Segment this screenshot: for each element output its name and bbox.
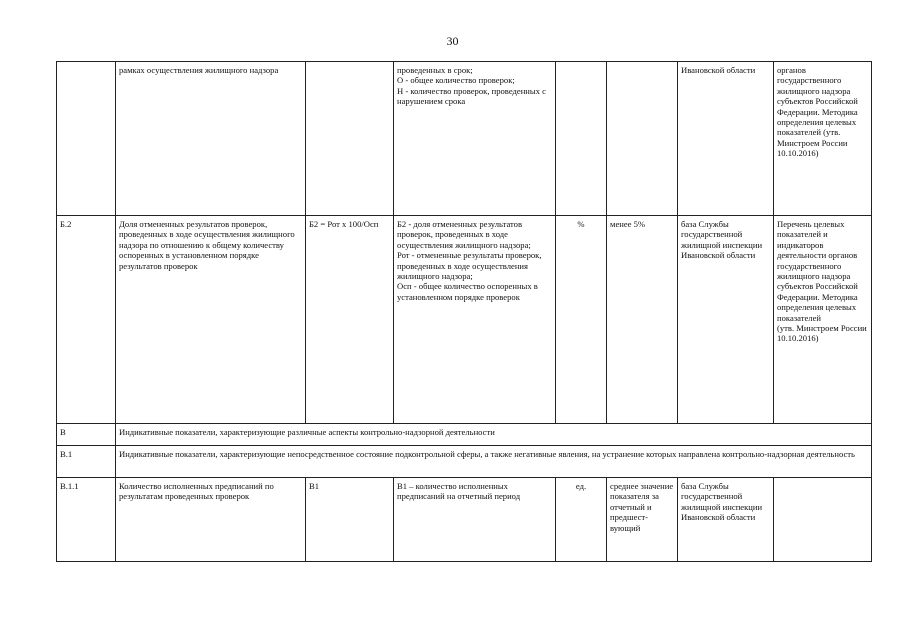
cell-indicator-name: рамках осуществления жилищного надзора [116, 62, 306, 216]
cell-indicator-name: Количество исполненных предписаний по результатам проведенных проверок [116, 478, 306, 562]
cell-unit: % [556, 216, 607, 424]
cell-formula-description: В1 – количество исполненных предписаний на отчетный период [394, 478, 556, 562]
section-code: В.1 [57, 446, 116, 478]
cell-unit [556, 62, 607, 216]
cell-unit: ед. [556, 478, 607, 562]
cell-formula-description: проведенных в срок; О - общее количество проверок; Н - количество проверок, проведенных с нарушением срока [394, 62, 556, 216]
cell-formula-description: Б2 - доля отмененных результатов проверок, проведенных в ходе осуществления жилищного надзора; Рот - отмененные результаты проверок, проведенных в ходе осуществления жилищного надзора; Осп - общее количество оспоренных в установленном порядке проверок [394, 216, 556, 424]
cell-code: Б.2 [57, 216, 116, 424]
cell-legal-basis [774, 478, 872, 562]
cell-legal-basis: органов государственного жилищного надзора субъектов Российской Федерации. Методика определения целевых показателей (утв. Минстроем России 10.10.2016) [774, 62, 872, 216]
section-row [57, 446, 872, 478]
cell-code: В.1.1 [57, 478, 116, 562]
cell-data-source: база Службы государственной жилищной инспекции Ивановской области [678, 478, 774, 562]
page-number: 30 [446, 34, 459, 48]
cell-target-value: среднее значение показателя за отчетный и предшест-вующий [607, 478, 678, 562]
cell-formula: В1 [306, 478, 394, 562]
table-row [57, 216, 872, 424]
cell-formula [306, 62, 394, 216]
cell-target-value [607, 62, 678, 216]
cell-legal-basis: Перечень целевых показателей и индикаторов деятельности органов государственного жилищного надзора субъектов Российской Федерации. Методика определения целевых показателей (утв. Минстроем России 10.10.2016) [774, 216, 872, 424]
cell-data-source: база Службы государственной жилищной инспекции Ивановской области [678, 216, 774, 424]
section-title: Индикативные показатели, характеризующие различные аспекты контрольно-надзорной деятельности [116, 424, 872, 446]
cell-formula: Б2 = Рот x 100/Осп [306, 216, 394, 424]
cell-indicator-name: Доля отмененных результатов проверок, проведенных в ходе осуществления жилищного надзора по отношению к общему количеству оспоренных в установленном порядке результатов проверок [116, 216, 306, 424]
table-row [57, 62, 872, 216]
section-row [57, 424, 872, 446]
cell-code [57, 62, 116, 216]
indicators-table [56, 61, 872, 562]
section-title: Индикативные показатели, характеризующие непосредственное состояние подконтрольной сферы, а также негативные явления, на устранение которых направлена контрольно-надзорная деятельность [116, 446, 872, 478]
cell-data-source: Ивановской области [678, 62, 774, 216]
table-row [57, 478, 872, 562]
cell-target-value: менее 5% [607, 216, 678, 424]
section-code: В [57, 424, 116, 446]
